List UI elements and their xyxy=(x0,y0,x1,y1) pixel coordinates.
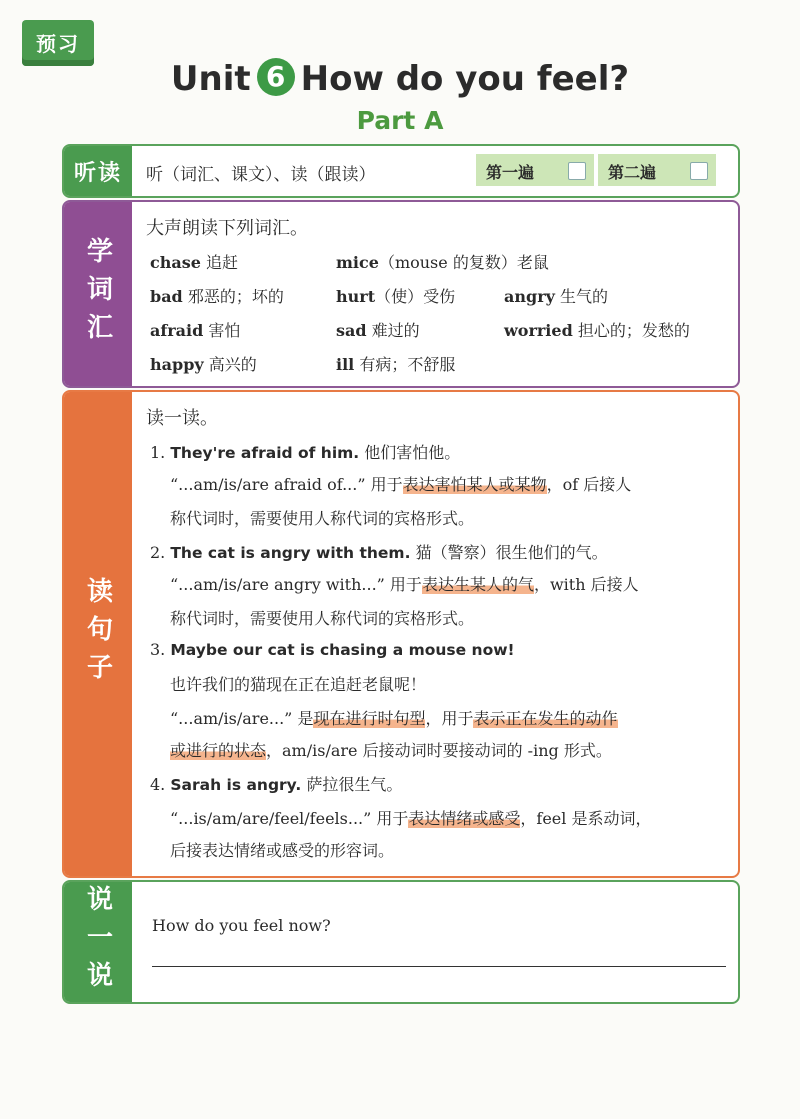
speak-side-label: 说一说 xyxy=(64,882,132,1002)
vocab-side-label: 学词汇 xyxy=(64,202,132,386)
speak-section xyxy=(62,880,740,1004)
page-title xyxy=(0,58,800,99)
listen-instructions: 听（词汇、课文）、读（跟读） xyxy=(146,165,376,185)
sentence-2: 2. The cat is angry with them. 猫（警察）很生他们的气。 xyxy=(150,543,608,562)
first-pass-label: 第一遍 xyxy=(486,163,535,182)
sentence-4: 4. Sarah is angry. 萨拉很生气。 xyxy=(150,775,403,794)
title-unit: Unit xyxy=(170,59,251,99)
speak-question: How do you feel now? xyxy=(152,916,331,935)
sentence-2-note: “...am/is/are angry with...” 用于表达生某人的气，with 后接人 xyxy=(170,575,639,594)
vocab-item: bad 邪恶的；坏的 xyxy=(150,287,284,306)
second-pass xyxy=(598,154,716,186)
second-pass-checkbox[interactable] xyxy=(690,162,708,180)
vocab-heading: 大声朗读下列词汇。 xyxy=(146,218,308,239)
sentence-4-note-cont: 后接表达情绪或感受的形容词。 xyxy=(170,841,395,860)
vocab-item: ill 有病；不舒服 xyxy=(336,355,456,374)
sentences-heading: 读一读。 xyxy=(146,408,218,429)
sentence-4-note: “...is/am/are/feel/feels...” 用于表达情绪或感受，feel 是系动词， xyxy=(170,809,652,828)
vocab-item: chase 追赶 xyxy=(150,253,239,272)
vocab-item: hurt（使）受伤 xyxy=(336,287,456,306)
sentence-3-note: “...am/is/are...” 是现在进行时句型，用于表示正在发生的动作 xyxy=(170,709,618,728)
vocab-item: afraid 害怕 xyxy=(150,321,241,340)
answer-line[interactable] xyxy=(152,966,726,967)
sentence-1-note: “...am/is/are afraid of...” 用于表达害怕某人或某物，of 后接人 xyxy=(170,475,632,494)
first-pass-checkbox[interactable] xyxy=(568,162,586,180)
vocab-item: sad 难过的 xyxy=(336,321,420,340)
vocab-item: worried 担心的；发愁的 xyxy=(504,321,690,340)
vocab-item: angry 生气的 xyxy=(504,287,609,306)
sentence-1-note-cont: 称代词时，需要使用人称代词的宾格形式。 xyxy=(170,509,475,528)
title-text: How do you feel? xyxy=(300,59,630,99)
vocab-section xyxy=(62,200,740,388)
listen-side-label: 听读 xyxy=(64,146,132,196)
vocab-item: mice（mouse 的复数）老鼠 xyxy=(336,253,549,272)
listen-section xyxy=(62,144,740,198)
sentences-section xyxy=(62,390,740,878)
sentence-3-translation: 也许我们的猫现在正在追赶老鼠呢！ xyxy=(170,675,427,694)
preview-badge-label: 预习 xyxy=(36,32,80,56)
sentence-3-note-cont: 或进行的状态，am/is/are 后接动词时要接动词的 -ing 形式。 xyxy=(170,741,612,760)
first-pass xyxy=(476,154,594,186)
sentence-1: 1. They're afraid of him. 他们害怕他。 xyxy=(150,443,461,462)
unit-number-badge: 6 xyxy=(257,58,295,96)
second-pass-label: 第二遍 xyxy=(608,163,657,182)
sentences-side-label: 读句子 xyxy=(64,392,132,876)
page-subtitle: Part A xyxy=(356,106,444,135)
sentence-3: 3. Maybe our cat is chasing a mouse now! xyxy=(150,640,515,659)
sentence-2-note-cont: 称代词时，需要使用人称代词的宾格形式。 xyxy=(170,609,475,628)
vocab-item: happy 高兴的 xyxy=(150,355,257,374)
